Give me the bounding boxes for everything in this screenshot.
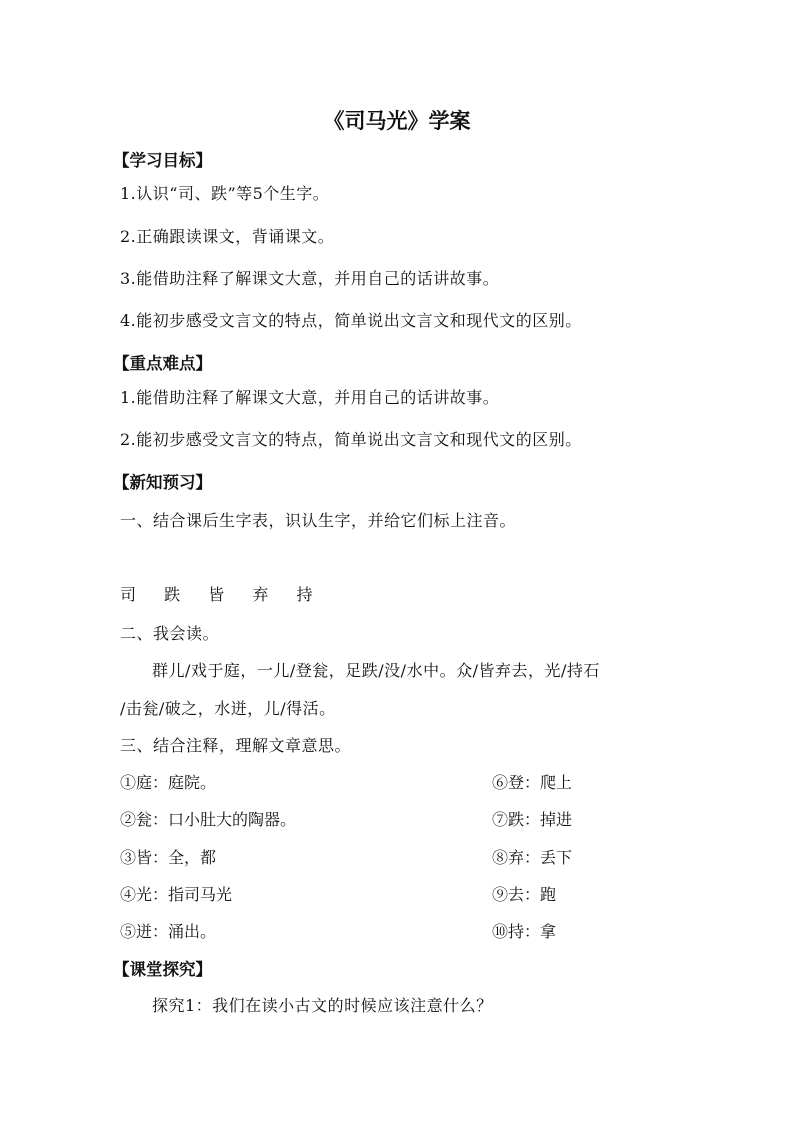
goal-item-4: 4.能初步感受文言文的特点，简单说出文言文和现代文的区别。	[120, 311, 582, 330]
page-title: 《司马光》学案	[323, 109, 471, 133]
reading-text-line-2: /击瓮/破之，水迸，儿/得活。	[120, 699, 336, 718]
glossary-item: ⑨去：跑	[492, 885, 557, 904]
new-character: 持	[296, 585, 313, 604]
glossary-item: ①庭：庭院。	[120, 773, 217, 792]
glossary-item: ②瓮：口小肚大的陶器。	[120, 810, 297, 829]
glossary-item: ⑧弃：丢下	[492, 848, 573, 867]
glossary-item: ④光：指司马光	[120, 885, 233, 904]
new-characters-row	[120, 582, 335, 605]
glossary-item: ⑦跌：掉进	[492, 810, 573, 829]
new-character: 弃	[252, 585, 269, 604]
goal-item-3: 3.能借助注释了解课文大意，并用自己的话讲故事。	[120, 269, 500, 288]
glossary-item: ⑩持：拿	[492, 922, 557, 941]
glossary-item: ③皆：全，都	[120, 848, 217, 867]
goal-item-2: 2.正确跟读课文，背诵课文。	[120, 227, 335, 246]
glossary-item: ⑥登：爬上	[492, 773, 573, 792]
explore-question-1: 探究1：我们在读小古文的时候应该注意什么？	[152, 996, 493, 1015]
new-character: 司	[120, 585, 137, 604]
preview-heading: 【新知预习】	[113, 473, 212, 492]
preview-task-1: 一、结合课后生字表，识认生字，并给它们标上注音。	[120, 511, 517, 530]
explore-heading: 【课堂探究】	[113, 960, 212, 979]
new-character: 跌	[164, 585, 181, 604]
key-point-item-2: 2.能初步感受文言文的特点，简单说出文言文和现代文的区别。	[120, 430, 582, 449]
key-points-heading: 【重点难点】	[113, 354, 212, 373]
goals-heading: 【学习目标】	[113, 151, 212, 170]
reading-text-line-1: 群儿/戏于庭，一儿/登瓮，足跌/没/水中。众/皆弃去，光/持石	[152, 661, 600, 680]
preview-task-3: 三、结合注释，理解文章意思。	[120, 736, 352, 755]
new-character: 皆	[208, 585, 225, 604]
glossary-item: ⑤迸：涌出。	[120, 922, 217, 941]
key-point-item-1: 1.能借助注释了解课文大意，并用自己的话讲故事。	[120, 388, 500, 407]
goal-item-1: 1.认识“司、跌”等5个生字。	[120, 184, 330, 203]
preview-task-2: 二、我会读。	[120, 624, 220, 643]
